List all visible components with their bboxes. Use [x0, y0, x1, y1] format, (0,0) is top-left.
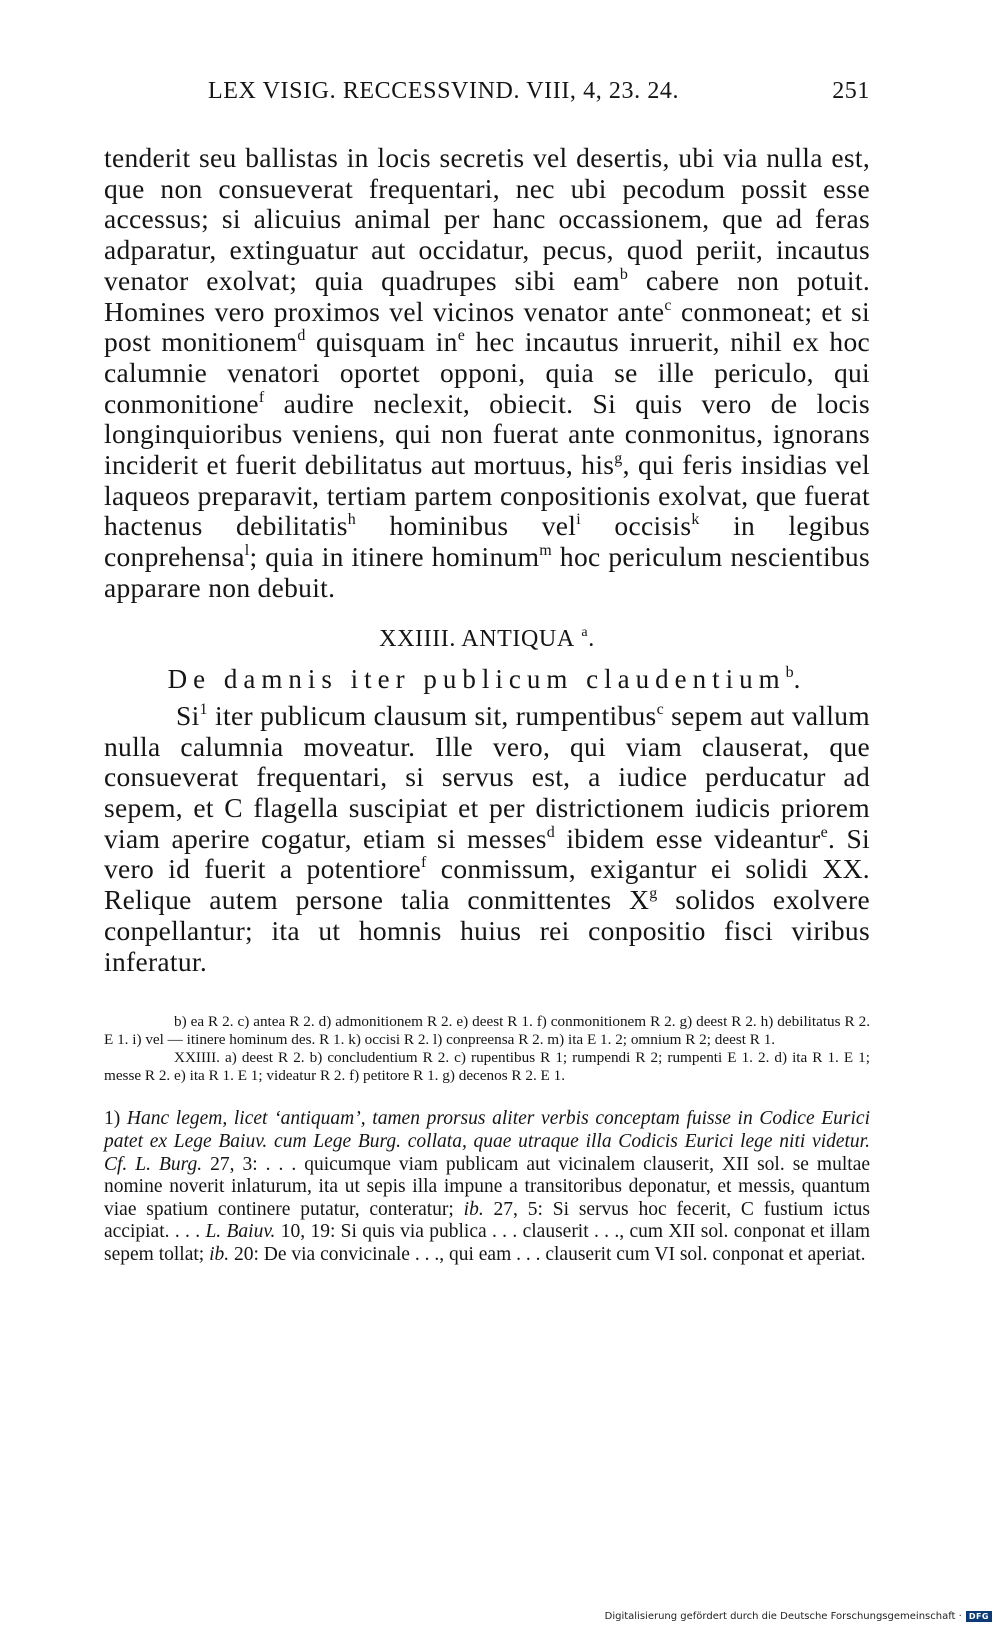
- note-text: 10, 19: Si quis via publica . . . clauserit . . ., cum XII sol. conponat et illam sepem tollat;: [104, 1221, 870, 1266]
- variant-marker: c: [664, 296, 672, 314]
- page: [104, 78, 870, 1267]
- text-segment: occisis: [580, 510, 692, 542]
- note-text: 27, 3: . . . quicumque viam publicam aut vicinalem clauserit, XII sol. se multae nomine noverit inlaturum, ita ut sepis illa impune a transitoribus deponatur, et messis, quantum viae spatium continere putatur, conteratur;: [104, 1153, 870, 1220]
- variant-marker: a: [581, 624, 589, 640]
- credit-text: Digitalisierung gefördert durch die Deutsche Forschungsgemeinschaft ·: [604, 1611, 962, 1622]
- text-segment: Si: [176, 699, 200, 731]
- variant-marker: d: [546, 823, 556, 841]
- variant-marker: b: [619, 265, 629, 283]
- text-segment: solidos exolvere conpellantur; ita ut homnis huius rei conpositio fisci viribus inferatur.: [104, 884, 871, 977]
- note-1: [104, 1108, 870, 1266]
- text-segment: audire neclexit, obiecit. Si quis vero de locis longinquioribus veniens, qui non fuerat ante conmonitus, ignorans inciderit et fuerit debilitatus aut mortuus, his: [104, 387, 870, 481]
- variant-marker: e: [457, 327, 466, 345]
- law-23-continuation: [104, 143, 870, 604]
- running-header: [104, 78, 870, 118]
- text-segment: quisquam in: [305, 326, 458, 358]
- variant-marker: g: [649, 885, 658, 903]
- variant-marker: h: [347, 511, 357, 529]
- critical-apparatus: [104, 1013, 870, 1084]
- text-segment: in legibus conprehensa: [104, 510, 870, 573]
- section-heading-text: XXIIII. ANTIQUA: [379, 625, 575, 652]
- variant-marker: l: [244, 542, 250, 560]
- variant-marker: f: [258, 388, 265, 406]
- apparatus-law-23: b) ea R 2. c) antea R 2. d) admonitionem R 2. e) deest R 1. f) conmonitionem R 2. g) deest R 2. h) debilitatus R 2. E 1. i) vel — itinere hominum des. R 1. k) occisi R 2. l) conpreensa R 2. m) ita E 1. 2; omnium R 2; deest R 1.: [104, 1013, 870, 1049]
- rubric-text: De damnis iter publicum claudentium: [167, 664, 786, 695]
- commentary-notes: [104, 1108, 870, 1266]
- running-title: LEX VISIG. RECCESSVIND. VIII, 4, 23. 24.: [208, 78, 680, 104]
- law-24-text: [104, 701, 870, 977]
- text-segment: hoc periculum nescientibus apparare non debuit.: [104, 541, 870, 603]
- note-abbrev: ib.: [463, 1198, 484, 1220]
- text-segment: ; quia in itinere hominum: [249, 541, 540, 573]
- text-segment: cabere non potuit. Homines vero proximos vel vicinos venator ante: [104, 264, 870, 327]
- text-segment: hominibus vel: [356, 510, 577, 542]
- text-segment: . Si vero id fuerit a potentiore: [104, 822, 870, 885]
- note-italic: Hanc legem, licet ‘antiquam’, tamen prorsus aliter verbis conceptam fuisse in Codice Eurici patet ex Lege Baiuv. cum Lege Burg. collata, quae utraque illa Codicis Eurici lege niti videtur. Cf. L. Burg.: [104, 1108, 870, 1175]
- note-text: 27, 5: Si servus hoc fecerit, C fustium ictus accipiat. . . .: [104, 1198, 870, 1243]
- variant-marker: m: [539, 542, 553, 560]
- section-heading-end: .: [588, 625, 595, 652]
- dfg-logo: DFG: [966, 1611, 992, 1622]
- note-marker: 1: [199, 700, 208, 718]
- variant-marker: i: [576, 511, 581, 529]
- text-segment: ibidem esse videantur: [555, 822, 821, 854]
- variant-marker: d: [297, 327, 306, 345]
- variant-marker: e: [820, 823, 829, 841]
- main-text: [104, 143, 870, 977]
- rubric-end: .: [793, 664, 807, 695]
- apparatus-law-24: XXIIII. a) deest R 2. b) concludentium R 2. c) rupentibus R 1; rumpendi R 2; rumpenti E 1. 2. d) ita R 1. E 1; messe R 2. e) ita R 1. E 1; videatur R 2. f) petitore R 1. g) decenos R 2. E 1.: [104, 1048, 870, 1084]
- note-text: 20: De via convicinale . . ., qui eam . . . clauserit cum VI sol. conponat et aperiat.: [229, 1244, 866, 1266]
- page-number: 251: [832, 78, 870, 104]
- variant-marker: f: [421, 854, 427, 872]
- variant-marker: g: [614, 450, 623, 468]
- section-heading: [104, 624, 870, 655]
- note-marker: 1): [104, 1108, 121, 1130]
- variant-marker: c: [656, 700, 664, 718]
- text-segment: conmissum, exigantur ei solidi XX. Relique autem persone talia conmittentes X: [104, 853, 870, 916]
- text-segment: iter publicum clausum sit, rumpentibus: [207, 699, 657, 731]
- digitization-credit: [605, 1611, 992, 1622]
- text-segment: conmoneat; et si post monitionem: [104, 295, 870, 358]
- section-rubric: [104, 664, 870, 695]
- variant-marker: b: [785, 664, 794, 682]
- text-segment: sepem aut vallum nulla calumnia moveatur. Ille vero, qui viam clauserat, que consueverat frequentari, si servus est, a iudice perducatur ad sepem, et C flagella suscipiat et per districtionem iudicis priorem viam aperire cogatur, etiam si messes: [104, 699, 870, 854]
- text-segment: , qui feris insidias vel laqueos preparavit, tertiam partem conpositionis exolvat, que fuerat hactenus debilitatis: [104, 449, 870, 542]
- note-abbrev: ib.: [209, 1244, 230, 1266]
- text-segment: hec incautus inruerit, nihil ex hoc calumnie venatori oportet opponi, quia se ille periculo, qui conmonitione: [104, 326, 871, 419]
- text-segment: tenderit seu ballistas in locis secretis vel desertis, ubi via nulla est, que non consueverat frequentari, nec ubi pecodum possit esse accessus; si alicuius animal per hanc occassionem, que ad feras adparatur, extinguatur aut occidatur, pecus, quod periit, incautus venator exolvat; quia quadrupes sibi eam: [104, 142, 870, 296]
- note-abbrev: L. Baiuv.: [205, 1221, 276, 1243]
- variant-marker: k: [691, 511, 700, 529]
